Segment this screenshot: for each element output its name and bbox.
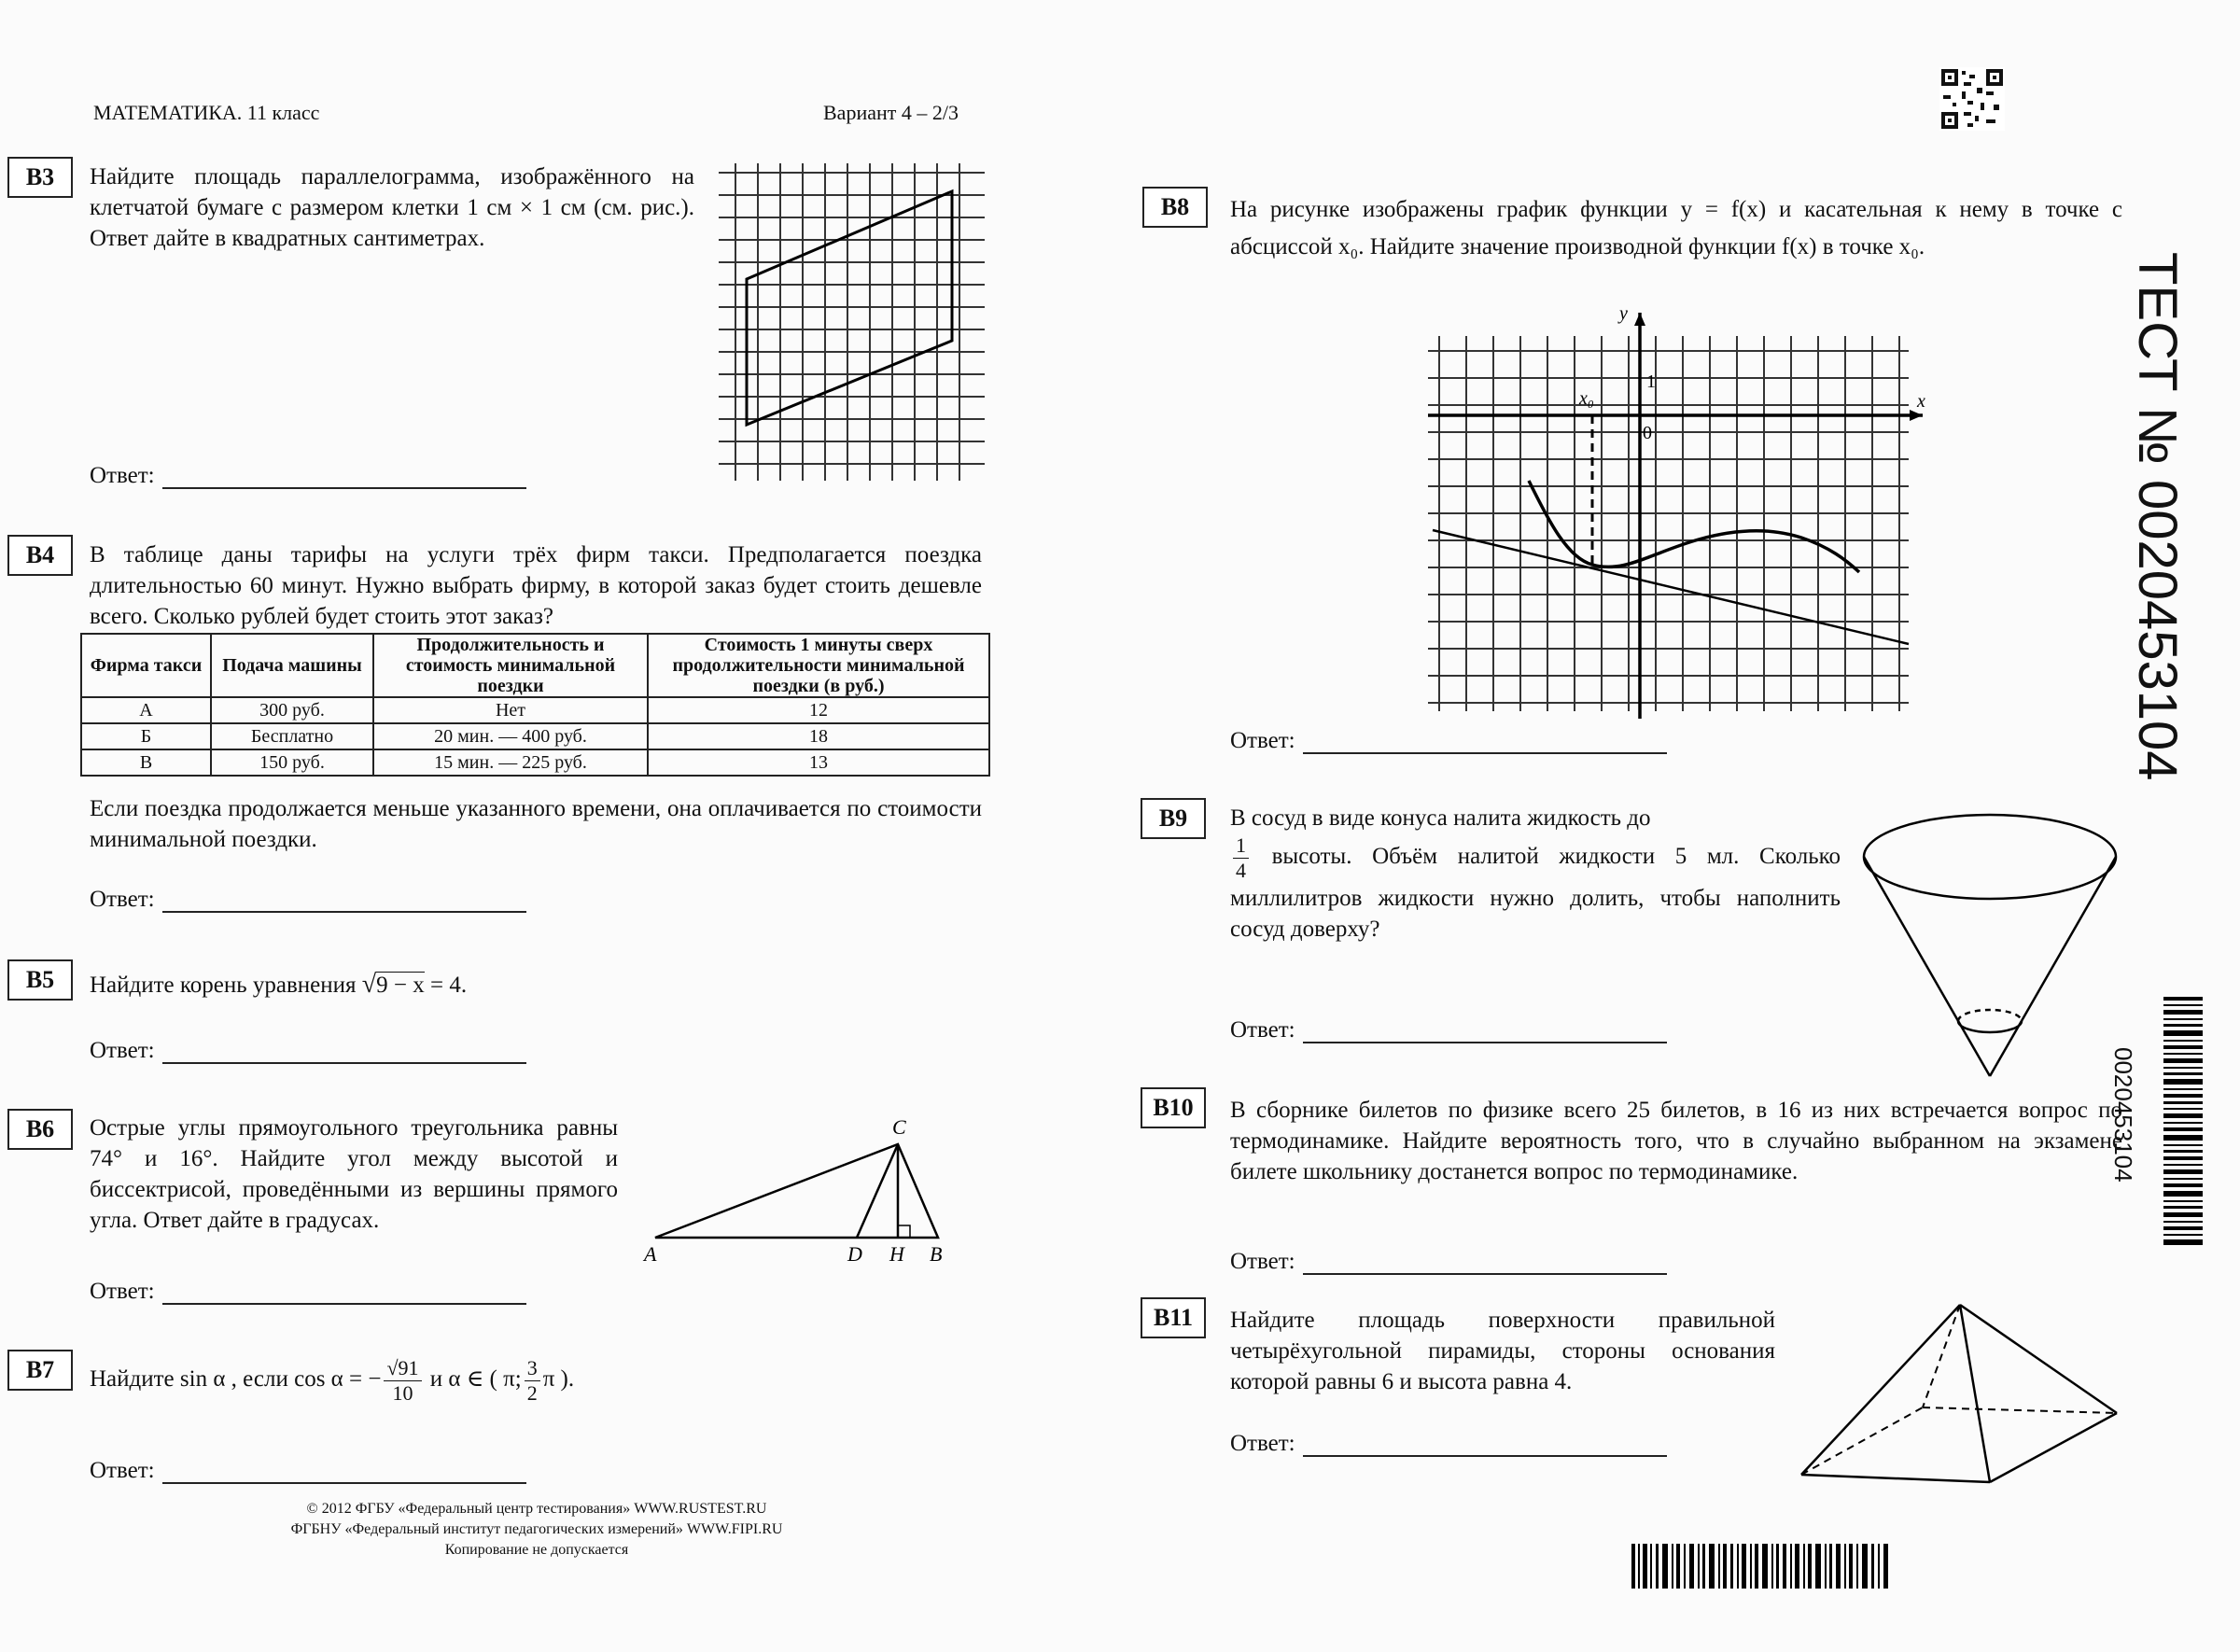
question-label-b4: B4 <box>7 535 73 576</box>
table-header-row <box>81 634 989 697</box>
barcode-number: 0020453104 <box>2109 1047 2137 1183</box>
point-label-c: C <box>892 1115 906 1139</box>
table-header: Фирма такси <box>81 634 211 697</box>
answer-b9[interactable]: Ответ: <box>1230 1017 1667 1043</box>
table-cell: 12 <box>648 697 989 723</box>
answer-b8[interactable]: Ответ: <box>1230 728 1667 754</box>
answer-b6[interactable]: Ответ: <box>90 1279 526 1305</box>
function-curve <box>1529 481 1859 572</box>
question-text-b4: В таблице даны тарифы на услуги трёх фирм такси. Предполагается поездка длительностью 60 минут. Нужно выбрать фирму, в которой заказ будет стоить дешевле всего. Сколько рублей будет стоить этот заказ? <box>90 542 982 629</box>
answer-b4[interactable]: Ответ: <box>90 887 526 913</box>
question-text-b6: Острые углы прямоугольного треугольника равны 74° и 16°. Найдите угол между высотой и биссектрисой, проведёнными из вершины прямого угла. Ответ дайте в градусах. <box>90 1115 618 1233</box>
taxi-tariff-table <box>80 633 990 777</box>
table-row <box>81 749 989 776</box>
table-cell: Б <box>81 723 211 749</box>
question-label-b3: B3 <box>7 157 73 198</box>
point-label-b: B <box>930 1242 943 1266</box>
point-label-h: H <box>889 1242 904 1266</box>
origin-label: 0 <box>1643 423 1652 443</box>
answer-b7[interactable]: Ответ: <box>90 1458 526 1484</box>
point-label-d: D <box>847 1242 862 1266</box>
table-cell: 300 руб. <box>211 697 373 723</box>
subject-header: МАТЕМАТИКА. 11 класс <box>93 101 320 124</box>
question-text-b10: В сборнике билетов по физике всего 25 билетов, в 16 из них встречается вопрос по термодинамике. Найдите вероятность того, что в случайно выбранном на экзамене билете школьнику достанется вопрос по термодинамике. <box>1230 1098 2122 1184</box>
point-label-a: A <box>644 1242 657 1266</box>
table-header: Подача машины <box>211 634 373 697</box>
answer-b5[interactable]: Ответ: <box>90 1038 526 1064</box>
table-cell: 15 мин. — 225 руб. <box>373 749 648 776</box>
question-text-b8: На рисунке изображены график функции y = f(x) и касательная к нему в точке с абсциссой x₀. Найдите значение производной функции f(x) в точке x₀. <box>1230 197 2122 259</box>
table-header: Продолжительность и стоимость минимальной поездки <box>373 634 648 697</box>
variant-header: Вариант 4 – 2/3 <box>823 101 959 124</box>
answer-b11[interactable]: Ответ: <box>1230 1431 1667 1457</box>
cone-figure <box>1859 801 2130 1081</box>
answer-b10[interactable]: Ответ: <box>1230 1249 1667 1275</box>
x-axis-label: x <box>1917 391 1925 412</box>
table-row <box>81 697 989 723</box>
unit-label: 1 <box>1646 371 1656 392</box>
table-cell: 20 мин. — 400 руб. <box>373 723 648 749</box>
table-row <box>81 723 989 749</box>
question-text-b7: Найдите sin α , если cos α = − $\frac{√91}{10}$ и α ∈ ( π; $\frac{3}{2}$ π ). <box>90 1355 575 1405</box>
table-header: Стоимость 1 минуты сверх продолжительности минимальной поездки (в руб.) <box>648 634 989 697</box>
y-axis-arrow <box>1634 313 1645 326</box>
question-text-b5: Найдите корень уравнения √9 − x = 4. <box>90 970 468 999</box>
qr-code <box>1939 67 2005 131</box>
function-graph <box>1428 308 1932 719</box>
table-cell: В <box>81 749 211 776</box>
table-cell: 18 <box>648 723 989 749</box>
question-text-b9: В сосуд в виде конуса налита жидкость до $\frac{1}{4}$ высоты. Объём налитой жидкости 5 мл. Сколько миллилитров жидкости нужно долить, чтобы наполнить сосуд доверху? <box>1230 805 1841 942</box>
parallelogram-figure <box>719 163 985 481</box>
table-cell: А <box>81 697 211 723</box>
question-label-b6: B6 <box>7 1109 73 1150</box>
question-label-b8: B8 <box>1142 187 1208 228</box>
pyramid-figure <box>1797 1299 2123 1486</box>
question-text-b11: Найдите площадь поверхности правильной четырёхугольной пирамиды, стороны основания которой равны 6 и высота равна 4. <box>1230 1308 1775 1394</box>
test-number-title: ТЕСТ № 0020453104 <box>2127 252 2188 781</box>
table-cell: 150 руб. <box>211 749 373 776</box>
question-note-b4: Если поездка продолжается меньше указанного времени, она оплачивается по стоимости минимальной поездки. <box>90 796 982 852</box>
copyright-footer: © 2012 ФГБУ «Федеральный центр тестирования» WWW.RUSTEST.RU ФГБНУ «Федеральный институт педагогических измерений» WWW.FIPI.RU Копирование не допускается <box>290 1501 783 1558</box>
triangle-figure <box>635 1106 952 1269</box>
answer-b3[interactable]: Ответ: <box>90 463 526 489</box>
question-label-b11: B11 <box>1141 1297 1206 1338</box>
question-label-b5: B5 <box>7 959 73 1001</box>
question-label-b9: B9 <box>1141 798 1206 839</box>
y-axis-label: y <box>1619 308 1628 324</box>
table-cell: Бесплатно <box>211 723 373 749</box>
question-label-b7: B7 <box>7 1350 73 1391</box>
x0-label: x₀ <box>1579 388 1594 409</box>
table-cell: Нет <box>373 697 648 723</box>
vertical-barcode <box>2163 997 2203 1249</box>
table-cell: 13 <box>648 749 989 776</box>
question-text-b3: Найдите площадь параллелограмма, изображённого на клетчатой бумаге с размером клетки 1 см × 1 см (см. рис.). Ответ дайте в квадратных сантиметрах. <box>90 164 694 251</box>
bottom-barcode <box>1631 1544 1889 1589</box>
equation-radicand: 9 − x <box>376 973 425 998</box>
question-label-b10: B10 <box>1141 1087 1206 1128</box>
